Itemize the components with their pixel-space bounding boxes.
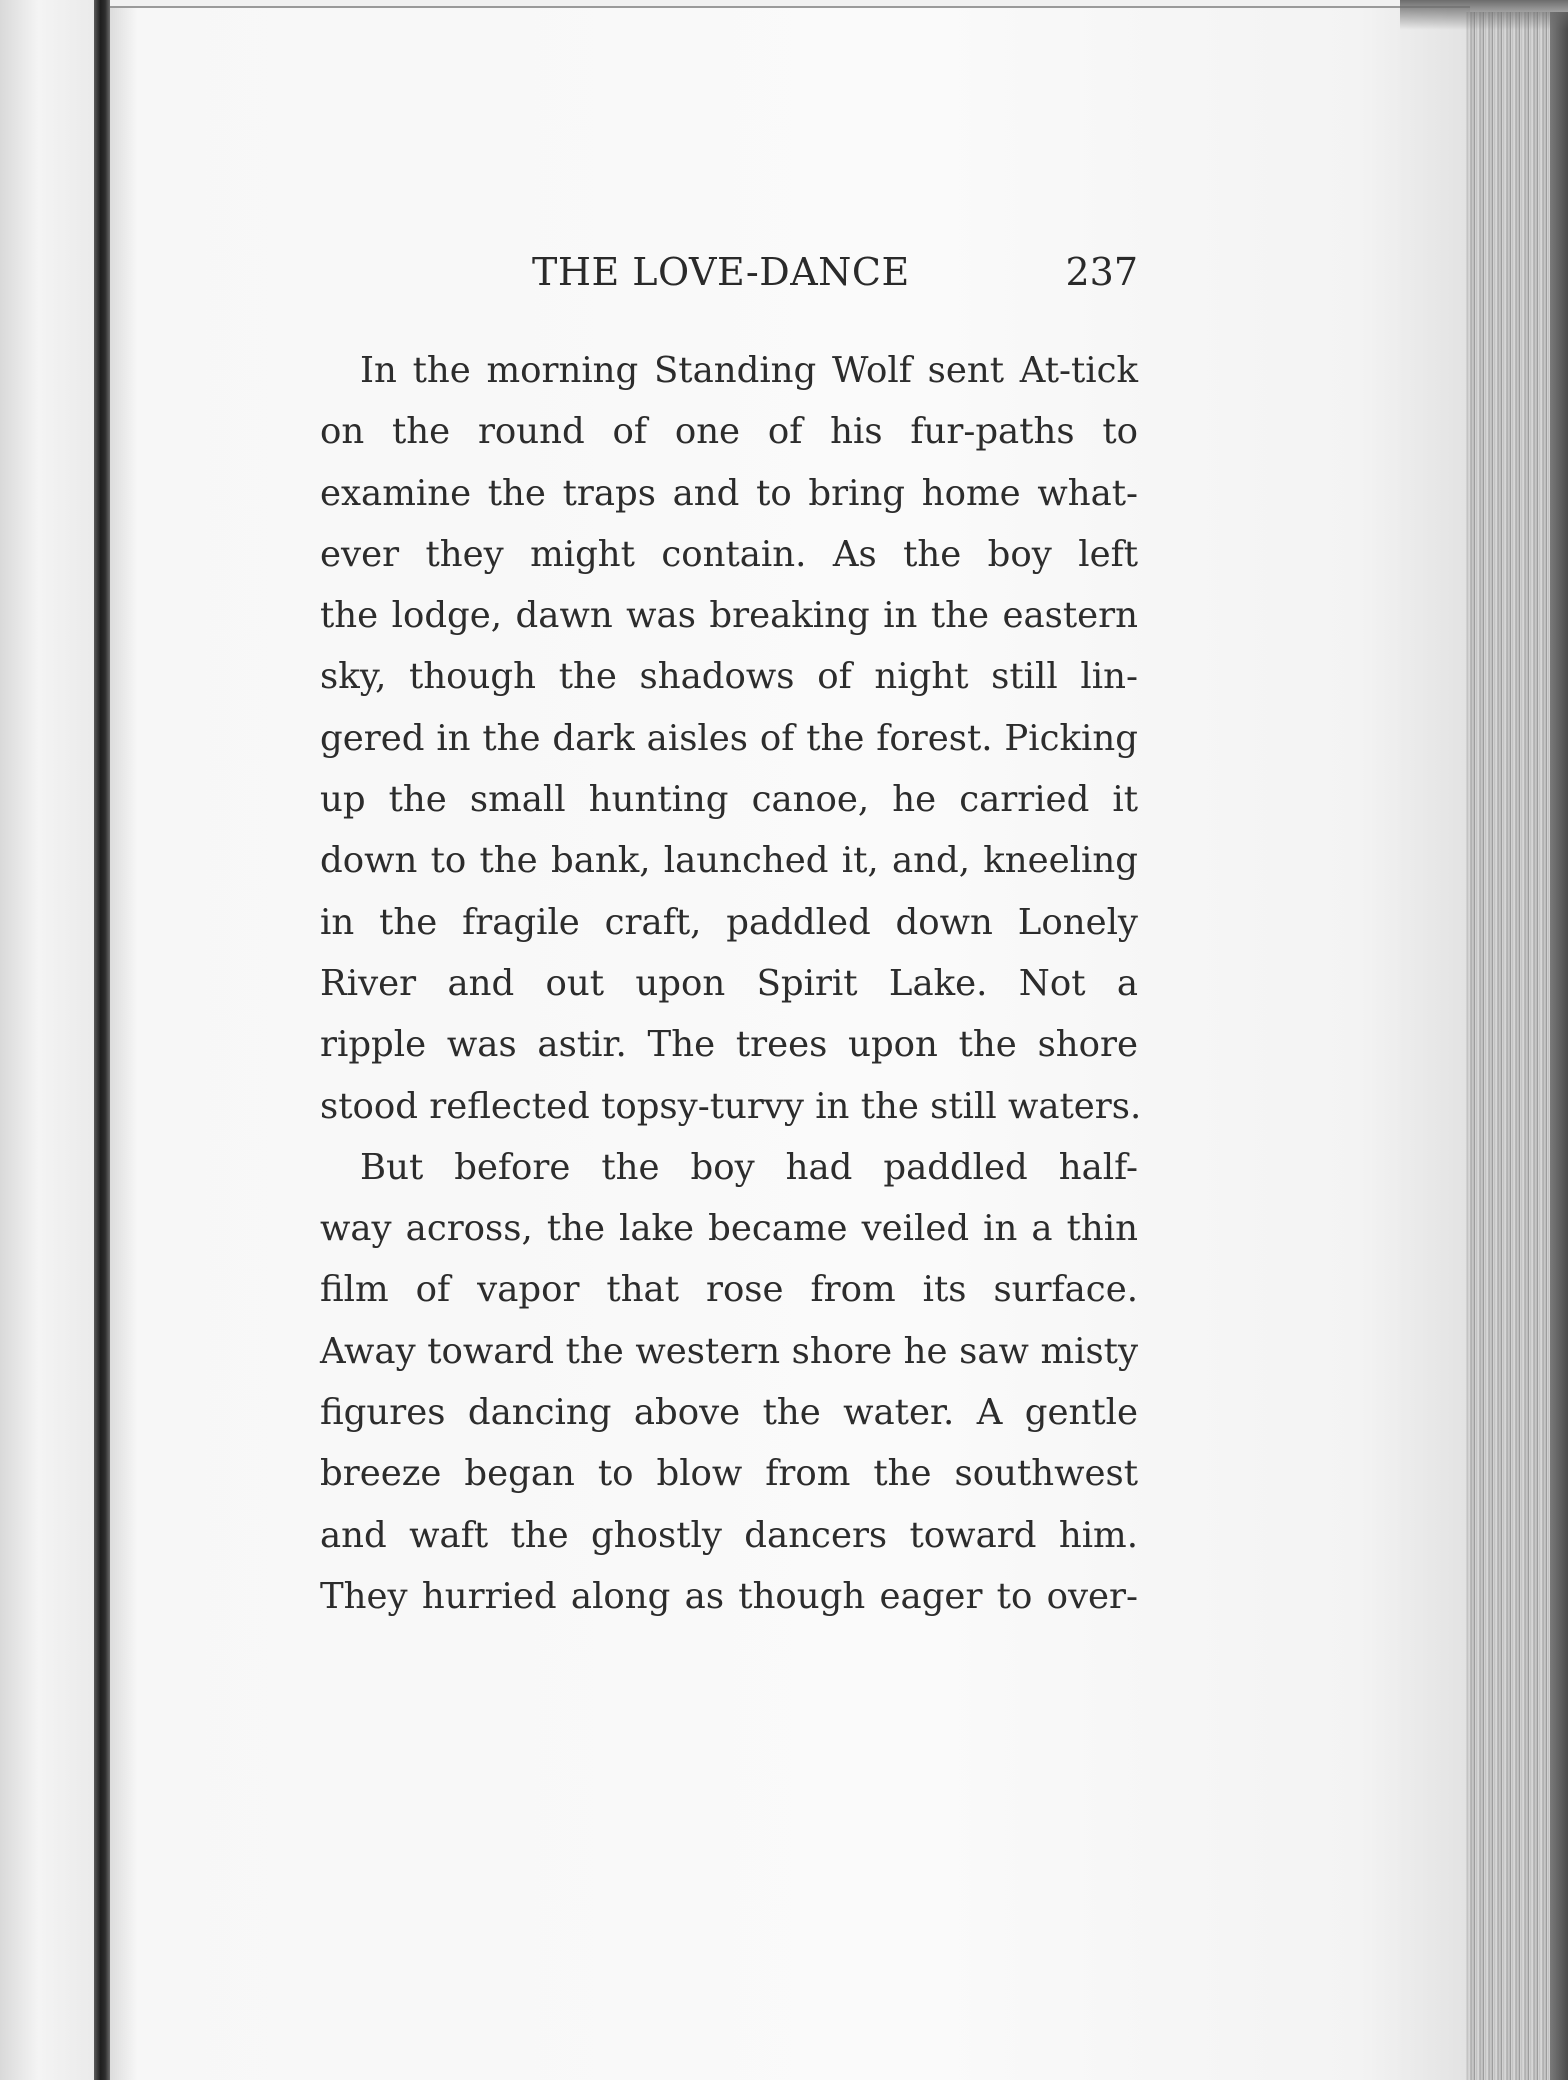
text-line: the lodge, dawn was breaking in the eastern <box>320 595 1138 637</box>
text-line: on the round of one of his fur-paths to <box>320 411 1138 453</box>
top-shadow <box>1400 0 1568 30</box>
paragraph <box>320 340 1142 1137</box>
text-line: examine the traps and to bring home what- <box>320 472 1138 514</box>
text-line: In the morning Standing Wolf sent At-tick <box>360 350 1138 391</box>
text-line: film of vapor that rose from its surface. <box>320 1269 1138 1311</box>
text-line: sky, though the shadows of night still lin- <box>320 656 1138 698</box>
text-line: figures dancing above the water. A gentle <box>320 1392 1138 1434</box>
text-line: stood reflected topsy-turvy in the still waters. <box>320 1085 1142 1127</box>
text-line: down to the bank, launched it, and, kneeling <box>320 840 1138 882</box>
body-text <box>320 340 1142 1627</box>
text-line: ripple was astir. The trees upon the shore <box>320 1024 1138 1066</box>
text-line: and waft the ghostly dancers toward him. <box>320 1514 1138 1556</box>
text-line: They hurried along as though eager to over- <box>320 1575 1138 1617</box>
page-stack-edges <box>1466 12 1568 2080</box>
page-number: 237 <box>1065 250 1138 294</box>
text-line: way across, the lake became veiled in a thin <box>320 1208 1138 1250</box>
text-line: gered in the dark aisles of the forest. Picking <box>320 717 1138 759</box>
text-line: ever they might contain. As the boy left <box>320 533 1138 575</box>
text-line: But before the boy had paddled half- <box>360 1146 1138 1188</box>
text-line: in the fragile craft, paddled down Lonely <box>320 901 1138 943</box>
running-head <box>320 250 1138 310</box>
text-line: up the small hunting canoe, he carried it <box>320 779 1138 821</box>
paragraph <box>320 1137 1138 1627</box>
book-gutter <box>94 0 110 2080</box>
running-title: THE LOVE-DANCE <box>532 250 910 294</box>
text-line: breeze began to blow from the southwest <box>320 1453 1138 1495</box>
text-line: River and out upon Spirit Lake. Not a <box>320 962 1138 1004</box>
text-line: Away toward the western shore he saw misty <box>320 1330 1138 1372</box>
facing-page-edge <box>0 0 96 2080</box>
